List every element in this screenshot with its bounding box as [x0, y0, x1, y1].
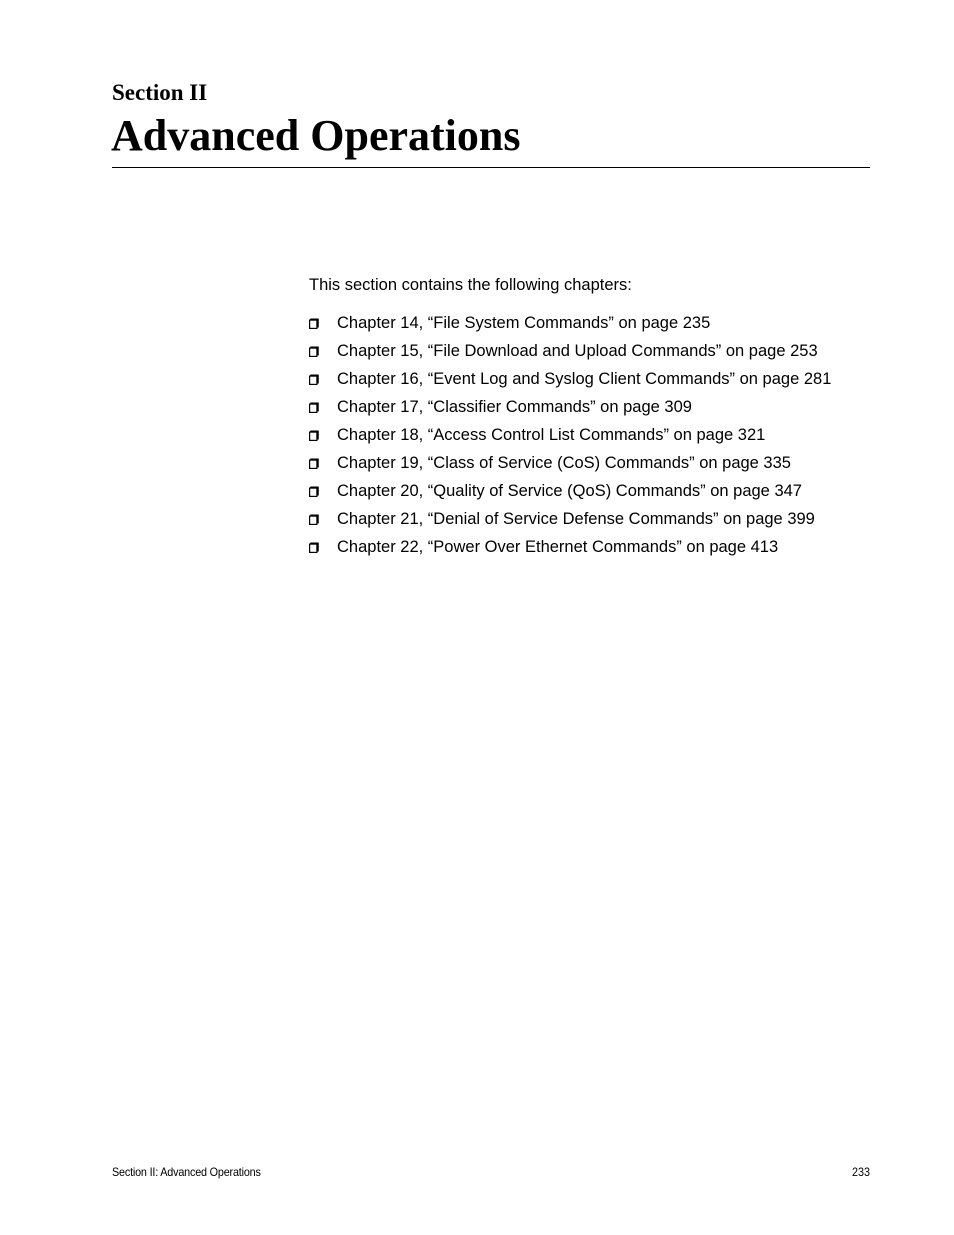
hollow-square-bullet-icon: [309, 396, 337, 418]
chapter-link-text[interactable]: Chapter 14, “File System Commands” on page 235: [337, 314, 711, 332]
chapter-link-text[interactable]: Chapter 16, “Event Log and Syslog Client Commands” on page 281: [337, 370, 832, 388]
page-title: Advanced Operations: [111, 111, 521, 160]
chapter-link-text[interactable]: Chapter 15, “File Download and Upload Commands” on page 253: [337, 342, 818, 360]
chapter-link-text[interactable]: Chapter 18, “Access Control List Commands” on page 321: [337, 426, 766, 444]
chapter-list-item[interactable]: [309, 396, 831, 424]
hollow-square-bullet-icon: [309, 536, 337, 558]
chapter-link-text[interactable]: Chapter 20, “Quality of Service (QoS) Commands” on page 347: [337, 482, 802, 500]
footer-page-number: 233: [851, 1165, 870, 1179]
section-label: Section II: [112, 80, 208, 105]
chapter-list-item[interactable]: [309, 480, 831, 508]
chapter-list-item[interactable]: [309, 424, 831, 452]
hollow-square-bullet-icon: [309, 480, 337, 502]
footer-section-title: Section II: Advanced Operations: [112, 1165, 261, 1179]
chapter-list: [309, 312, 831, 564]
title-divider: [112, 167, 870, 168]
chapter-link-text[interactable]: Chapter 17, “Classifier Commands” on page 309: [337, 398, 692, 416]
chapter-list-item[interactable]: [309, 340, 831, 368]
hollow-square-bullet-icon: [309, 312, 337, 334]
chapter-list-item[interactable]: [309, 312, 831, 340]
chapter-list-item[interactable]: [309, 368, 831, 396]
chapter-link-text[interactable]: Chapter 19, “Class of Service (CoS) Commands” on page 335: [337, 454, 791, 472]
hollow-square-bullet-icon: [309, 424, 337, 446]
chapter-list-item[interactable]: [309, 508, 831, 536]
hollow-square-bullet-icon: [309, 508, 337, 530]
chapter-list-item[interactable]: [309, 536, 831, 564]
intro-text: This section contains the following chapters:: [309, 276, 632, 294]
hollow-square-bullet-icon: [309, 368, 337, 390]
hollow-square-bullet-icon: [309, 452, 337, 474]
chapter-link-text[interactable]: Chapter 22, “Power Over Ethernet Commands” on page 413: [337, 538, 779, 556]
chapter-list-item[interactable]: [309, 452, 831, 480]
chapter-link-text[interactable]: Chapter 21, “Denial of Service Defense Commands” on page 399: [337, 510, 815, 528]
hollow-square-bullet-icon: [309, 340, 337, 362]
